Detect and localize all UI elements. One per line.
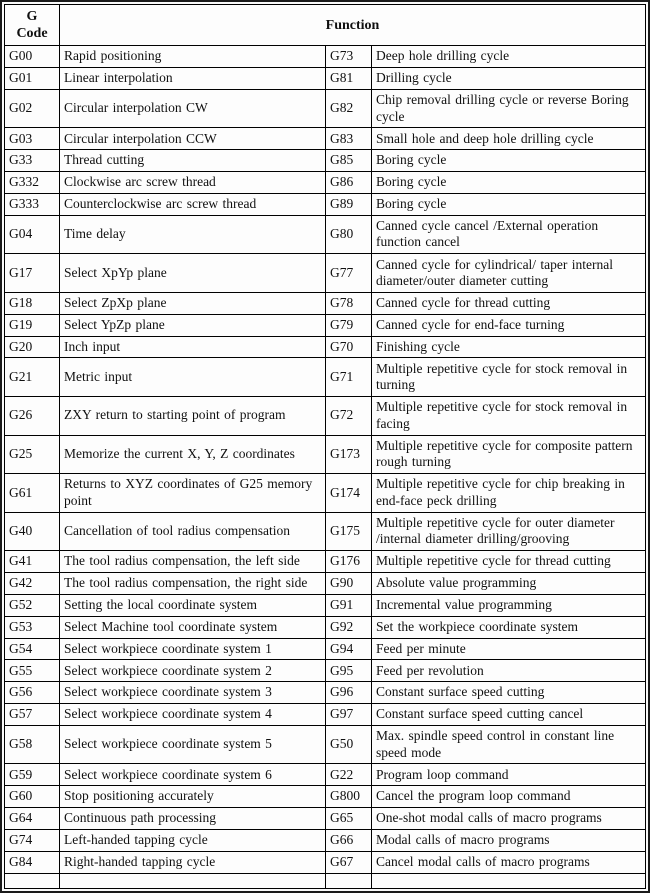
gcode-cell: G40 (5, 512, 60, 551)
table-row (5, 764, 646, 786)
function-cell: Multiple repetitive cycle for stock removal in facing (372, 396, 646, 435)
function-cell: Multiple repetitive cycle for stock removal in turning (372, 358, 646, 397)
gcode-cell: G81 (326, 67, 372, 89)
function-cell: Select workpiece coordinate system 3 (60, 682, 326, 704)
function-cell: Select Machine tool coordinate system (60, 616, 326, 638)
gcode-cell: G77 (326, 254, 372, 293)
gcode-cell: G86 (326, 172, 372, 194)
function-cell: Deep hole drilling cycle (372, 46, 646, 68)
function-cell: Select workpiece coordinate system 2 (60, 660, 326, 682)
table-row (5, 336, 646, 358)
gcode-cell: G26 (5, 396, 60, 435)
table-row (5, 704, 646, 726)
gcode-cell: G79 (326, 314, 372, 336)
function-cell: Canned cycle for cylindrical/ taper internal diameter/outer diameter cutting (372, 254, 646, 293)
function-cell (60, 873, 326, 888)
table-row (5, 435, 646, 474)
gcode-cell: G58 (5, 725, 60, 764)
function-cell: Clockwise arc screw thread (60, 172, 326, 194)
gcode-cell: G92 (326, 616, 372, 638)
function-cell: Circular interpolation CW (60, 89, 326, 128)
function-cell: Canned cycle for thread cutting (372, 292, 646, 314)
gcode-cell: G97 (326, 704, 372, 726)
table-row (5, 725, 646, 764)
gcode-cell: G72 (326, 396, 372, 435)
table-row (5, 172, 646, 194)
function-cell: Counterclockwise arc screw thread (60, 193, 326, 215)
gcode-cell: G74 (5, 829, 60, 851)
table-row (5, 808, 646, 830)
function-cell: Select workpiece coordinate system 1 (60, 638, 326, 660)
function-cell: Select YpZp plane (60, 314, 326, 336)
gcode-cell: G173 (326, 435, 372, 474)
gcode-cell: G25 (5, 435, 60, 474)
function-cell: Time delay (60, 215, 326, 254)
gcode-cell: G22 (326, 764, 372, 786)
function-cell: ZXY return to starting point of program (60, 396, 326, 435)
gcode-cell: G01 (5, 67, 60, 89)
function-cell: Cancellation of tool radius compensation (60, 512, 326, 551)
gcode-cell: G02 (5, 89, 60, 128)
gcode-cell: G50 (326, 725, 372, 764)
gcode-cell: G333 (5, 193, 60, 215)
table-row (5, 512, 646, 551)
function-cell: Stop positioning accurately (60, 786, 326, 808)
gcode-cell: G95 (326, 660, 372, 682)
gcode-cell: G176 (326, 551, 372, 573)
gcode-cell: G94 (326, 638, 372, 660)
table-row (5, 67, 646, 89)
gcode-cell: G21 (5, 358, 60, 397)
gcode-cell: G66 (326, 829, 372, 851)
table-row (5, 616, 646, 638)
table-row (5, 396, 646, 435)
function-cell: Linear interpolation (60, 67, 326, 89)
function-cell: Absolute value programming (372, 573, 646, 595)
header-row (5, 5, 646, 46)
gcode-cell: G59 (5, 764, 60, 786)
gcode-cell: G18 (5, 292, 60, 314)
gcode-cell: G57 (5, 704, 60, 726)
table-row (5, 358, 646, 397)
gcode-cell: G80 (326, 215, 372, 254)
function-cell: Multiple repetitive cycle for thread cutting (372, 551, 646, 573)
function-cell: Select XpYp plane (60, 254, 326, 293)
table-row (5, 474, 646, 513)
function-cell: Rapid positioning (60, 46, 326, 68)
function-cell: Canned cycle for end-face turning (372, 314, 646, 336)
table-row (5, 873, 646, 888)
gcode-cell: G54 (5, 638, 60, 660)
function-cell: Max. spindle speed control in constant line speed mode (372, 725, 646, 764)
table-row (5, 46, 646, 68)
table-row (5, 89, 646, 128)
gcode-cell: G04 (5, 215, 60, 254)
gcode-cell: G64 (5, 808, 60, 830)
function-cell: Small hole and deep hole drilling cycle (372, 128, 646, 150)
table-row (5, 314, 646, 336)
table-row (5, 292, 646, 314)
table-row (5, 150, 646, 172)
function-cell: Select workpiece coordinate system 6 (60, 764, 326, 786)
gcode-cell: G17 (5, 254, 60, 293)
function-cell: Constant surface speed cutting (372, 682, 646, 704)
gcode-cell: G175 (326, 512, 372, 551)
gcode-column-header: G Code (5, 5, 60, 46)
gcode-cell: G55 (5, 660, 60, 682)
table-row (5, 829, 646, 851)
gcode-cell: G42 (5, 573, 60, 595)
gcode-cell: G19 (5, 314, 60, 336)
function-cell: Canned cycle cancel /External operation function cancel (372, 215, 646, 254)
function-cell: Modal calls of macro programs (372, 829, 646, 851)
function-cell: Left-handed tapping cycle (60, 829, 326, 851)
gcode-cell: G60 (5, 786, 60, 808)
table-row (5, 573, 646, 595)
gcode-cell: G20 (5, 336, 60, 358)
function-cell: The tool radius compensation, the left side (60, 551, 326, 573)
function-cell: Finishing cycle (372, 336, 646, 358)
function-cell: Thread cutting (60, 150, 326, 172)
function-column-header: Function (60, 5, 646, 46)
gcode-cell: G70 (326, 336, 372, 358)
table-row (5, 128, 646, 150)
table-row (5, 193, 646, 215)
function-cell: One-shot modal calls of macro programs (372, 808, 646, 830)
function-cell: Program loop command (372, 764, 646, 786)
gcode-cell (5, 873, 60, 888)
function-cell: Set the workpiece coordinate system (372, 616, 646, 638)
gcode-cell: G89 (326, 193, 372, 215)
function-cell: Multiple repetitive cycle for outer diameter /internal diameter drilling/grooving (372, 512, 646, 551)
gcode-cell: G84 (5, 851, 60, 873)
function-cell: Multiple repetitive cycle for chip breaking in end-face peck drilling (372, 474, 646, 513)
gcode-cell: G56 (5, 682, 60, 704)
function-cell: Constant surface speed cutting cancel (372, 704, 646, 726)
function-cell: Setting the local coordinate system (60, 594, 326, 616)
gcode-cell: G33 (5, 150, 60, 172)
function-cell: Boring cycle (372, 150, 646, 172)
function-cell: Cancel modal calls of macro programs (372, 851, 646, 873)
gcode-cell: G85 (326, 150, 372, 172)
gcode-cell: G174 (326, 474, 372, 513)
gcode-cell (326, 873, 372, 888)
function-cell: Incremental value programming (372, 594, 646, 616)
table-row (5, 660, 646, 682)
function-cell (372, 873, 646, 888)
function-cell: Right-handed tapping cycle (60, 851, 326, 873)
gcode-cell: G78 (326, 292, 372, 314)
gcode-cell: G71 (326, 358, 372, 397)
function-cell: Memorize the current X, Y, Z coordinates (60, 435, 326, 474)
gcode-function-table (4, 4, 646, 889)
function-cell: Multiple repetitive cycle for composite pattern rough turning (372, 435, 646, 474)
table-row (5, 551, 646, 573)
table-row (5, 254, 646, 293)
gcode-cell: G67 (326, 851, 372, 873)
gcode-cell: G800 (326, 786, 372, 808)
gcode-cell: G332 (5, 172, 60, 194)
gcode-cell: G03 (5, 128, 60, 150)
gcode-cell: G61 (5, 474, 60, 513)
gcode-cell: G73 (326, 46, 372, 68)
function-cell: Boring cycle (372, 172, 646, 194)
gcode-cell: G96 (326, 682, 372, 704)
function-cell: Cancel the program loop command (372, 786, 646, 808)
gcode-cell: G90 (326, 573, 372, 595)
function-cell: Circular interpolation CCW (60, 128, 326, 150)
gcode-cell: G41 (5, 551, 60, 573)
function-cell: Select workpiece coordinate system 5 (60, 725, 326, 764)
table-body (5, 46, 646, 889)
gcode-cell: G82 (326, 89, 372, 128)
function-cell: Boring cycle (372, 193, 646, 215)
gcode-cell: G65 (326, 808, 372, 830)
gcode-cell: G83 (326, 128, 372, 150)
table-row (5, 851, 646, 873)
function-cell: Feed per minute (372, 638, 646, 660)
function-cell: Select workpiece coordinate system 4 (60, 704, 326, 726)
gcode-cell: G91 (326, 594, 372, 616)
table-row (5, 594, 646, 616)
table-row (5, 786, 646, 808)
function-cell: Drilling cycle (372, 67, 646, 89)
table-row (5, 638, 646, 660)
function-cell: Inch input (60, 336, 326, 358)
gcode-cell: G53 (5, 616, 60, 638)
function-cell: Returns to XYZ coordinates of G25 memory point (60, 474, 326, 513)
function-cell: Continuous path processing (60, 808, 326, 830)
function-cell: Feed per revolution (372, 660, 646, 682)
function-cell: Select ZpXp plane (60, 292, 326, 314)
function-cell: Chip removal drilling cycle or reverse Boring cycle (372, 89, 646, 128)
gcode-cell: G00 (5, 46, 60, 68)
table-row (5, 215, 646, 254)
function-cell: The tool radius compensation, the right side (60, 573, 326, 595)
function-cell: Metric input (60, 358, 326, 397)
gcode-cell: G52 (5, 594, 60, 616)
table-row (5, 682, 646, 704)
